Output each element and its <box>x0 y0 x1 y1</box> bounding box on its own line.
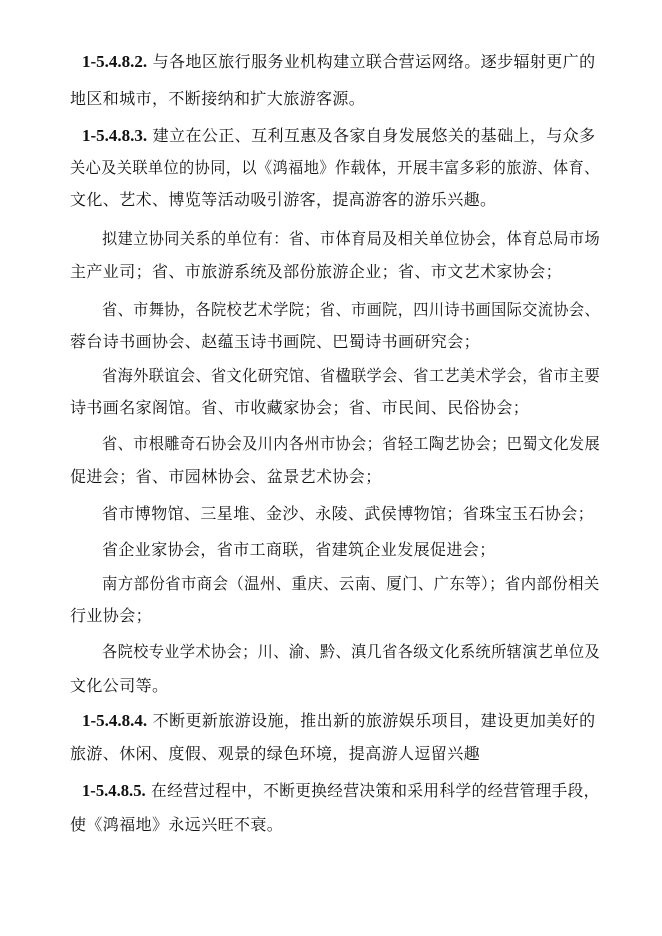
paragraph-1-line-1 <box>82 52 595 72</box>
section-number: 1-5.4.8.5. <box>82 781 146 800</box>
paragraph-text: 建立在公正、互利互惠及各家自身发展悠关的基础上，与众多 <box>152 126 596 145</box>
paragraph-6-line-1: 省、市根雕奇石协会及川内各州市协会；省轻工陶艺协会；巴蜀文化发展 <box>102 434 601 453</box>
paragraph-2-line-3: 文化、艺术、博览等活动吸引游客，提高游客的游乐兴趣。 <box>70 190 497 209</box>
paragraph-9-line-1: 南方部份省市商会（温州、重庆、云南、厦门、广东等）；省内部份相关 <box>102 574 600 593</box>
paragraph-10-line-1: 各院校专业学术协会；川、渝、黔、滇几省各级文化系统所辖演艺单位及 <box>102 642 601 661</box>
section-number: 1-5.4.8.4. <box>82 711 148 730</box>
paragraph-6-line-2: 促进会；省、市园林协会、盆景艺术协会； <box>70 467 382 486</box>
paragraph-12-line-1 <box>82 781 600 801</box>
section-number: 1-5.4.8.2. <box>82 52 148 71</box>
paragraph-10-line-2: 文化公司等。 <box>70 676 169 695</box>
paragraph-5-line-1: 省海外联谊会、省文化研究馆、省楹联学会、省工艺美术学会，省市主要 <box>102 366 601 385</box>
paragraph-8-line-1: 省企业家协会，省市工商联，省建筑企业发展促进会； <box>102 540 496 559</box>
paragraph-2-line-2: 关心及关联单位的协同，以《鸿福地》作载体，开展丰富多彩的旅游、体育、 <box>70 158 600 177</box>
section-number: 1-5.4.8.3. <box>82 126 148 145</box>
paragraph-5-line-2: 诗书画名家阁馆。省、市收藏家协会；省、市民间、民俗协会； <box>70 398 530 417</box>
paragraph-4-line-1: 省、市舞协，各院校艺术学院；省、市画院，四川诗书画国际交流协会、 <box>102 300 601 319</box>
paragraph-4-line-2: 蓉台诗书画协会、赵蕴玉诗书画院、巴蜀诗书画研究会； <box>70 332 481 351</box>
paragraph-11-line-2: 旅游、休闲、度假、观景的绿色环境，提高游人逗留兴趣 <box>70 744 481 763</box>
paragraph-3-line-1: 拟建立协同关系的单位有：省、市体育局及相关单位协会，体育总局市场 <box>102 229 601 248</box>
paragraph-9-line-2: 行业协会； <box>70 606 153 625</box>
paragraph-text: 不断更新旅游设施，推出新的旅游娱乐项目，建设更加美好的 <box>152 711 596 730</box>
paragraph-text: 与各地区旅行服务业机构建立联合营运网络。逐步辐射更广的 <box>152 52 596 71</box>
paragraph-2-line-1 <box>82 126 595 146</box>
paragraph-11-line-1 <box>82 711 595 731</box>
paragraph-text: 在经营过程中，不断更换经营决策和采用科学的经营管理手段， <box>151 781 600 800</box>
paragraph-7-line-1: 省市博物馆、三星堆、金沙、永陵、武侯博物馆；省珠宝玉石协会； <box>102 504 595 523</box>
paragraph-1-line-2: 地区和城市，不断接纳和扩大旅游客源。 <box>70 89 366 108</box>
paragraph-12-line-2: 使《鸿福地》永远兴旺不衰。 <box>70 815 284 834</box>
paragraph-3-line-2: 主产业司；省、市旅游系统及部份旅游企业；省、市文艺术家协会； <box>70 262 563 281</box>
